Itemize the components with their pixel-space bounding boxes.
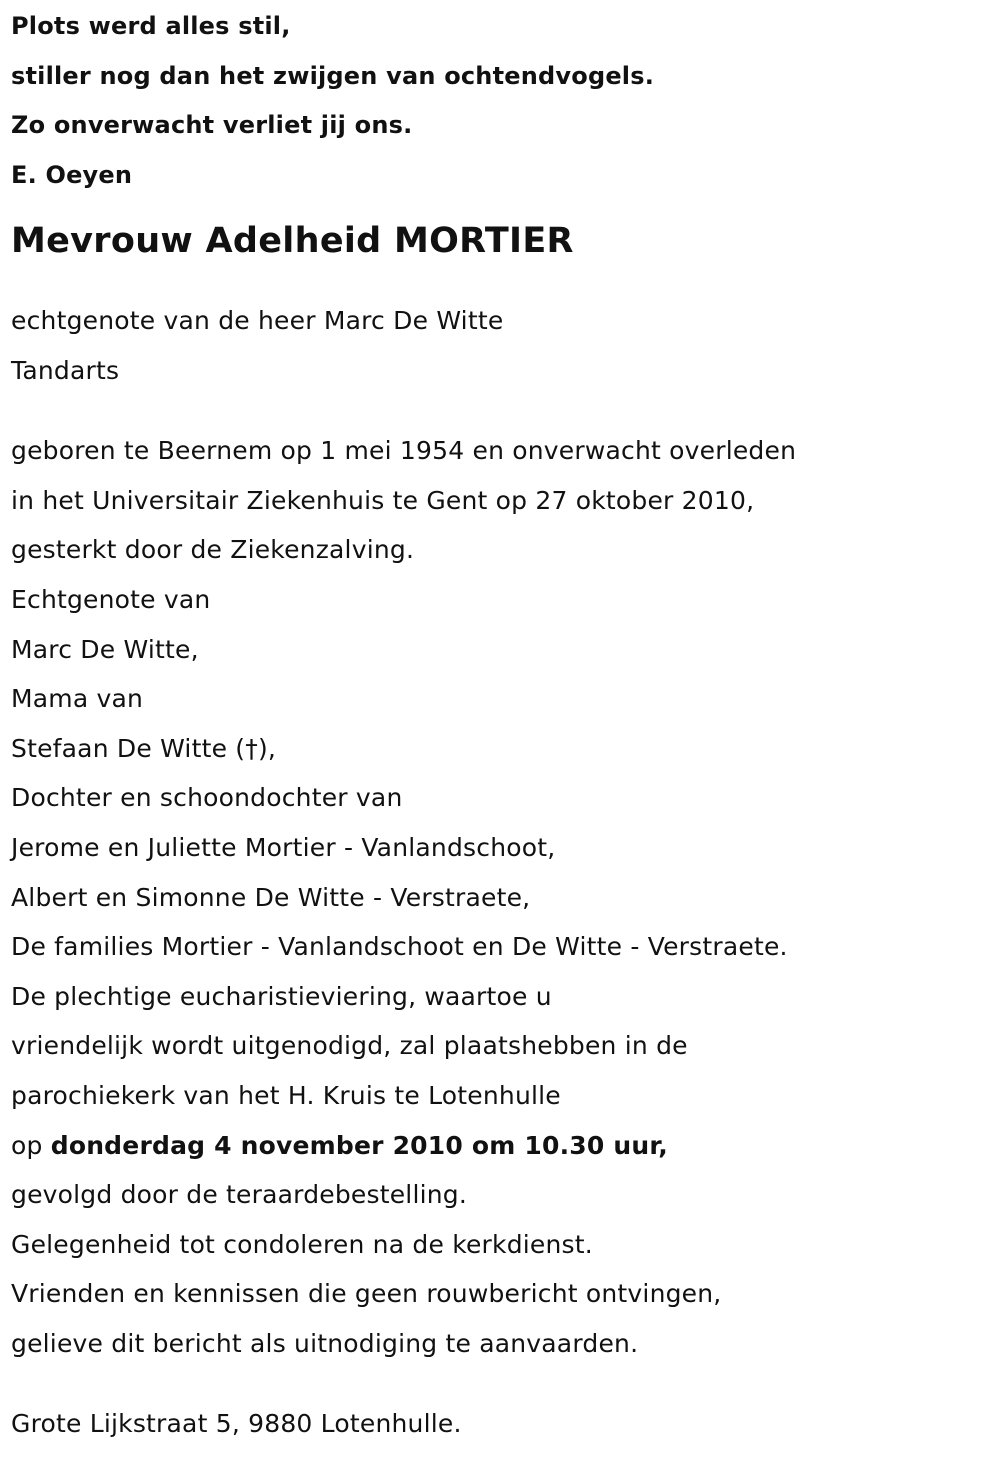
body-line: Dochter en schoondochter van <box>11 783 403 813</box>
body-line: gevolgd door de teraardebestelling. <box>11 1180 467 1210</box>
body-line: geboren te Beernem op 1 mei 1954 en onverwacht overleden <box>11 436 797 466</box>
ceremony-prefix: op <box>11 1130 51 1160</box>
intro-block <box>11 296 1000 395</box>
body-line: parochiekerk van het H. Kruis te Lotenhulle <box>11 1080 561 1110</box>
body-line: Marc De Witte, <box>11 634 199 664</box>
body-line: in het Universitair Ziekenhuis te Gent op 27 oktober 2010, <box>11 485 755 515</box>
poem-block <box>11 0 1000 200</box>
body-line: De families Mortier - Vanlandschoot en De Witte - Verstraete. <box>11 932 788 962</box>
body-line: Jerome en Juliette Mortier - Vanlandschoot, <box>11 832 556 862</box>
poem-line: Plots werd alles stil, <box>11 12 291 40</box>
body-line: gelieve dit bericht als uitnodiging te aanvaarden. <box>11 1328 639 1358</box>
profession-line: Tandarts <box>11 355 120 385</box>
body-line: Mama van <box>11 684 144 714</box>
body-line: Gelegenheid tot condoleren na de kerkdienst. <box>11 1229 593 1259</box>
deceased-name: Mevrouw Adelheid MORTIER <box>11 221 574 261</box>
ceremony-datetime: donderdag 4 november 2010 om 10.30 uur, <box>50 1130 668 1160</box>
address-block <box>11 1399 1000 1449</box>
poem-line: stiller nog dan het zwijgen van ochtendvogels. <box>11 61 655 90</box>
body-line: gesterkt door de Ziekenzalving. <box>11 535 415 565</box>
poem-author: E. Oeyen <box>11 160 133 189</box>
body-line: Vrienden en kennissen die geen rouwbericht ontvingen, <box>11 1279 722 1309</box>
poem-line: Zo onverwacht verliet jij ons. <box>11 111 413 139</box>
address-line: Grote Lijkstraat 5, 9880 Lotenhulle. <box>11 1409 462 1439</box>
body-line: Albert en Simonne De Witte - Verstraete, <box>11 882 531 912</box>
ceremony-line <box>11 1121 1000 1171</box>
body-line: vriendelijk wordt uitgenodigd, zal plaatshebben in de <box>11 1031 688 1061</box>
spouse-line: echtgenote van de heer Marc De Witte <box>11 306 504 335</box>
body-line: Echtgenote van <box>11 584 211 614</box>
body-line: De plechtige eucharistieviering, waartoe u <box>11 981 552 1011</box>
body-line: Stefaan De Witte (†), <box>11 733 277 763</box>
notice-body <box>11 426 1000 1368</box>
